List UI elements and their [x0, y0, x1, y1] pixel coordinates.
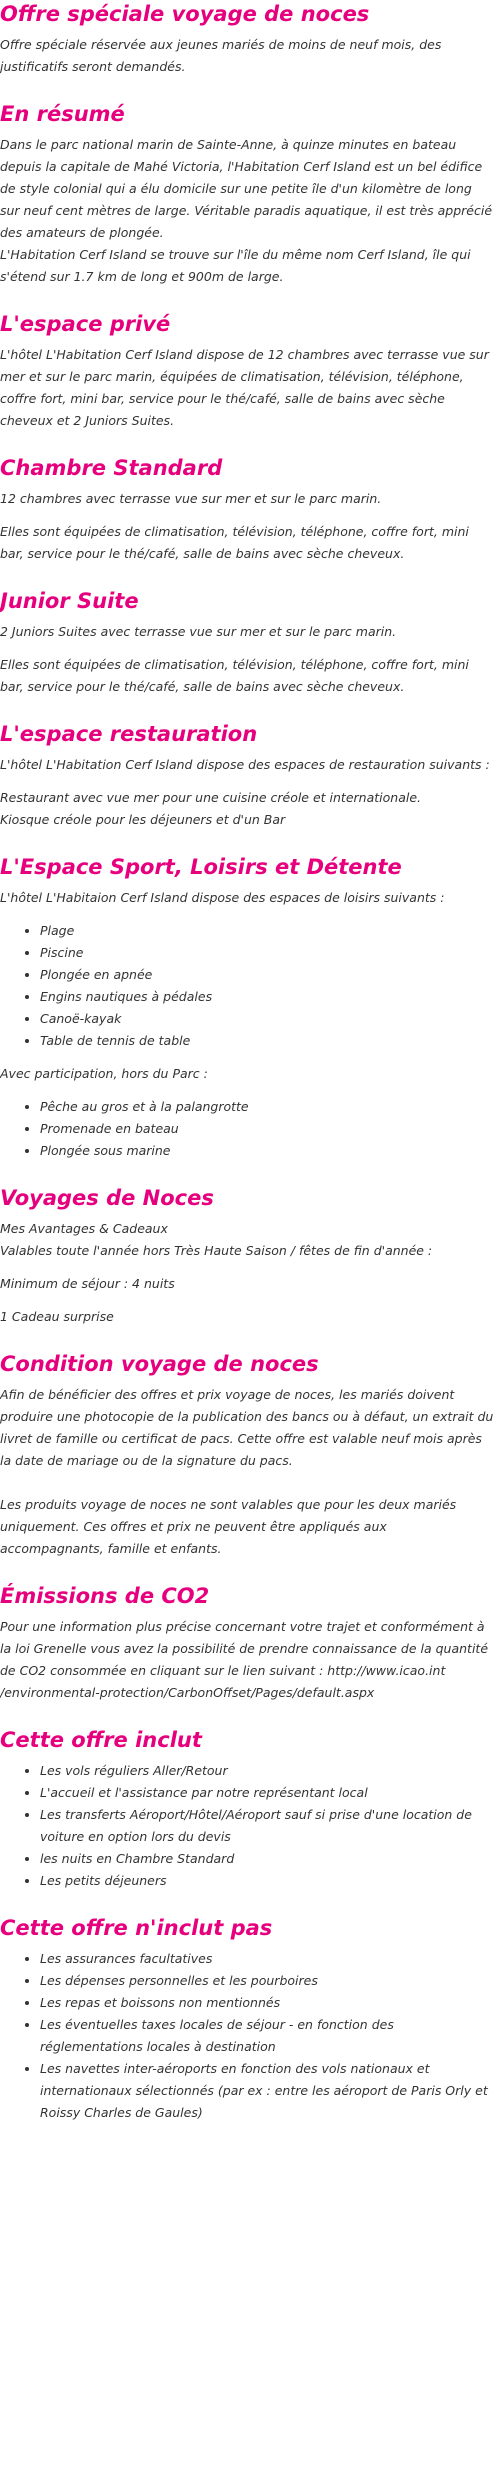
section-heading: Condition voyage de noces	[0, 1352, 319, 1376]
paragraph: Avec participation, hors du Parc :	[0, 1066, 208, 1081]
paragraph: Pour une information plus précise concernant votre trajet et conformément à la loi Grenelle vous avez la possibilité de prendre connaissance de la quantité de CO2 consommée en cliquant sur le lien suivant : http://www.icao.int /environmental-protection/CarbonOffset/Pages/default.aspx	[0, 1619, 489, 1700]
section-heading: Cette offre inclut	[0, 1728, 202, 1752]
section-offre-speciale-voyage-de-noces	[0, 0, 494, 78]
bullet-list	[0, 1948, 494, 2124]
paragraph: Restaurant avec vue mer pour une cuisine créole et internationale. Kiosque créole pour les déjeuners et d'un Bar	[0, 790, 421, 827]
section-emissions-de-co2	[0, 1582, 494, 1704]
section-heading: Offre spéciale voyage de noces	[0, 2, 370, 26]
spacer	[0, 1483, 494, 1494]
list-item: • Table de tennis de table	[40, 1030, 494, 1052]
list-item: • Les éventuelles taxes locales de séjour - en fonction des réglementations locales à destination	[40, 2014, 494, 2058]
section-heading: L'Espace Sport, Loisirs et Détente	[0, 855, 402, 879]
section-l-espace-restauration	[0, 720, 494, 831]
paragraph: 12 chambres avec terrasse vue sur mer et sur le parc marin.	[0, 491, 382, 506]
bullet-list	[0, 1096, 494, 1162]
list-item: • Les assurances facultatives	[40, 1948, 494, 1970]
section-heading: L'espace privé	[0, 312, 171, 336]
section-cette-offre-inclut	[0, 1726, 494, 1892]
section-l-espace-sport-loisirs-et-detente	[0, 853, 494, 1162]
list-item: • Canoë-kayak	[40, 1008, 494, 1030]
list-item: • les nuits en Chambre Standard	[40, 1848, 494, 1870]
paragraph: Offre spéciale réservée aux jeunes mariés de moins de neuf mois, des justificatifs seront demandés.	[0, 37, 442, 74]
paragraph: L'hôtel L'Habitaion Cerf Island dispose des espaces de loisirs suivants :	[0, 890, 445, 905]
section-voyages-de-noces	[0, 1184, 494, 1328]
list-item: • Promenade en bateau	[40, 1118, 494, 1140]
list-item: • Plongée sous marine	[40, 1140, 494, 1162]
section-heading: Cette offre n'inclut pas	[0, 1916, 273, 1940]
paragraph: L'hôtel L'Habitation Cerf Island dispose de 12 chambres avec terrasse vue sur mer et sur le parc marin, équipées de climatisation, télévision, téléphone, coffre fort, mini bar, service pour le thé/café, salle de bains avec sèche cheveux et 2 Juniors Suites.	[0, 347, 489, 428]
paragraph: 2 Juniors Suites avec terrasse vue sur mer et sur le parc marin.	[0, 624, 397, 639]
section-en-resume	[0, 100, 494, 288]
section-cette-offre-n-inclut-pas	[0, 1914, 494, 2124]
paragraph: Elles sont équipées de climatisation, télévision, téléphone, coffre fort, mini bar, service pour le thé/café, salle de bains avec sèche cheveux.	[0, 524, 469, 561]
list-item: • Piscine	[40, 942, 494, 964]
list-item: • Plongée en apnée	[40, 964, 494, 986]
paragraph: Minimum de séjour : 4 nuits	[0, 1276, 175, 1291]
list-item: • Pêche au gros et à la palangrotte	[40, 1096, 494, 1118]
section-heading: Junior Suite	[0, 589, 139, 613]
section-heading: Voyages de Noces	[0, 1186, 214, 1210]
paragraph: L'hôtel L'Habitation Cerf Island dispose des espaces de restauration suivants :	[0, 757, 490, 772]
section-heading: Chambre Standard	[0, 456, 223, 480]
section-chambre-standard	[0, 454, 494, 565]
list-item: • Les vols réguliers Aller/Retour	[40, 1760, 494, 1782]
list-item: • Les dépenses personnelles et les pourboires	[40, 1970, 494, 1992]
paragraph: Afin de bénéficier des offres et prix voyage de noces, les mariés doivent produire une photocopie de la publication des bancs ou à défaut, un extrait du livret de famille ou certificat de pacs. Cette offre est valable neuf mois après la date de mariage ou de la signature du pacs.	[0, 1387, 494, 1468]
list-item: • Les petits déjeuners	[40, 1870, 494, 1892]
list-item: • Engins nautiques à pédales	[40, 986, 494, 1008]
section-junior-suite	[0, 587, 494, 698]
section-condition-voyage-de-noces	[0, 1350, 494, 1560]
paragraph: Dans le parc national marin de Sainte-Anne, à quinze minutes en bateau depuis la capitale de Mahé Victoria, l'Habitation Cerf Island est un bel édifice de style colonial qui a élu domicile sur une petite île d'un kilomètre de long sur neuf cent mètres de large. Véritable paradis aquatique, il est très apprécié des amateurs de plongée. L'Habitation Cerf Island se trouve sur l'île du même nom Cerf Island, île qui s'étend sur 1.7 km de long et 900m de large.	[0, 137, 493, 284]
paragraph: Mes Avantages & Cadeaux Valables toute l'année hors Très Haute Saison / fêtes de fin d'année :	[0, 1221, 433, 1258]
section-heading: Émissions de CO2	[0, 1584, 210, 1608]
bullet-list	[0, 1760, 494, 1892]
paragraph: 1 Cadeau surprise	[0, 1309, 114, 1324]
paragraph: Les produits voyage de noces ne sont valables que pour les deux mariés uniquement. Ces offres et prix ne peuvent être appliqués aux accompagnants, famille et enfants.	[0, 1497, 457, 1556]
section-heading: L'espace restauration	[0, 722, 258, 746]
list-item: • Plage	[40, 920, 494, 942]
paragraph: Elles sont équipées de climatisation, télévision, téléphone, coffre fort, mini bar, service pour le thé/café, salle de bains avec sèche cheveux.	[0, 657, 469, 694]
list-item: • Les navettes inter-aéroports en fonction des vols nationaux et internationaux sélectionnés (par ex : entre les aéroport de Paris Orly et Roissy Charles de Gaules)	[40, 2058, 494, 2124]
section-heading: En résumé	[0, 102, 125, 126]
section-l-espace-prive	[0, 310, 494, 432]
bullet-list	[0, 920, 494, 1052]
list-item: • Les repas et boissons non mentionnés	[40, 1992, 494, 2014]
list-item: • L'accueil et l'assistance par notre représentant local	[40, 1782, 494, 1804]
list-item: • Les transferts Aéroport/Hôtel/Aéroport sauf si prise d'une location de voiture en option lors du devis	[40, 1804, 494, 1848]
